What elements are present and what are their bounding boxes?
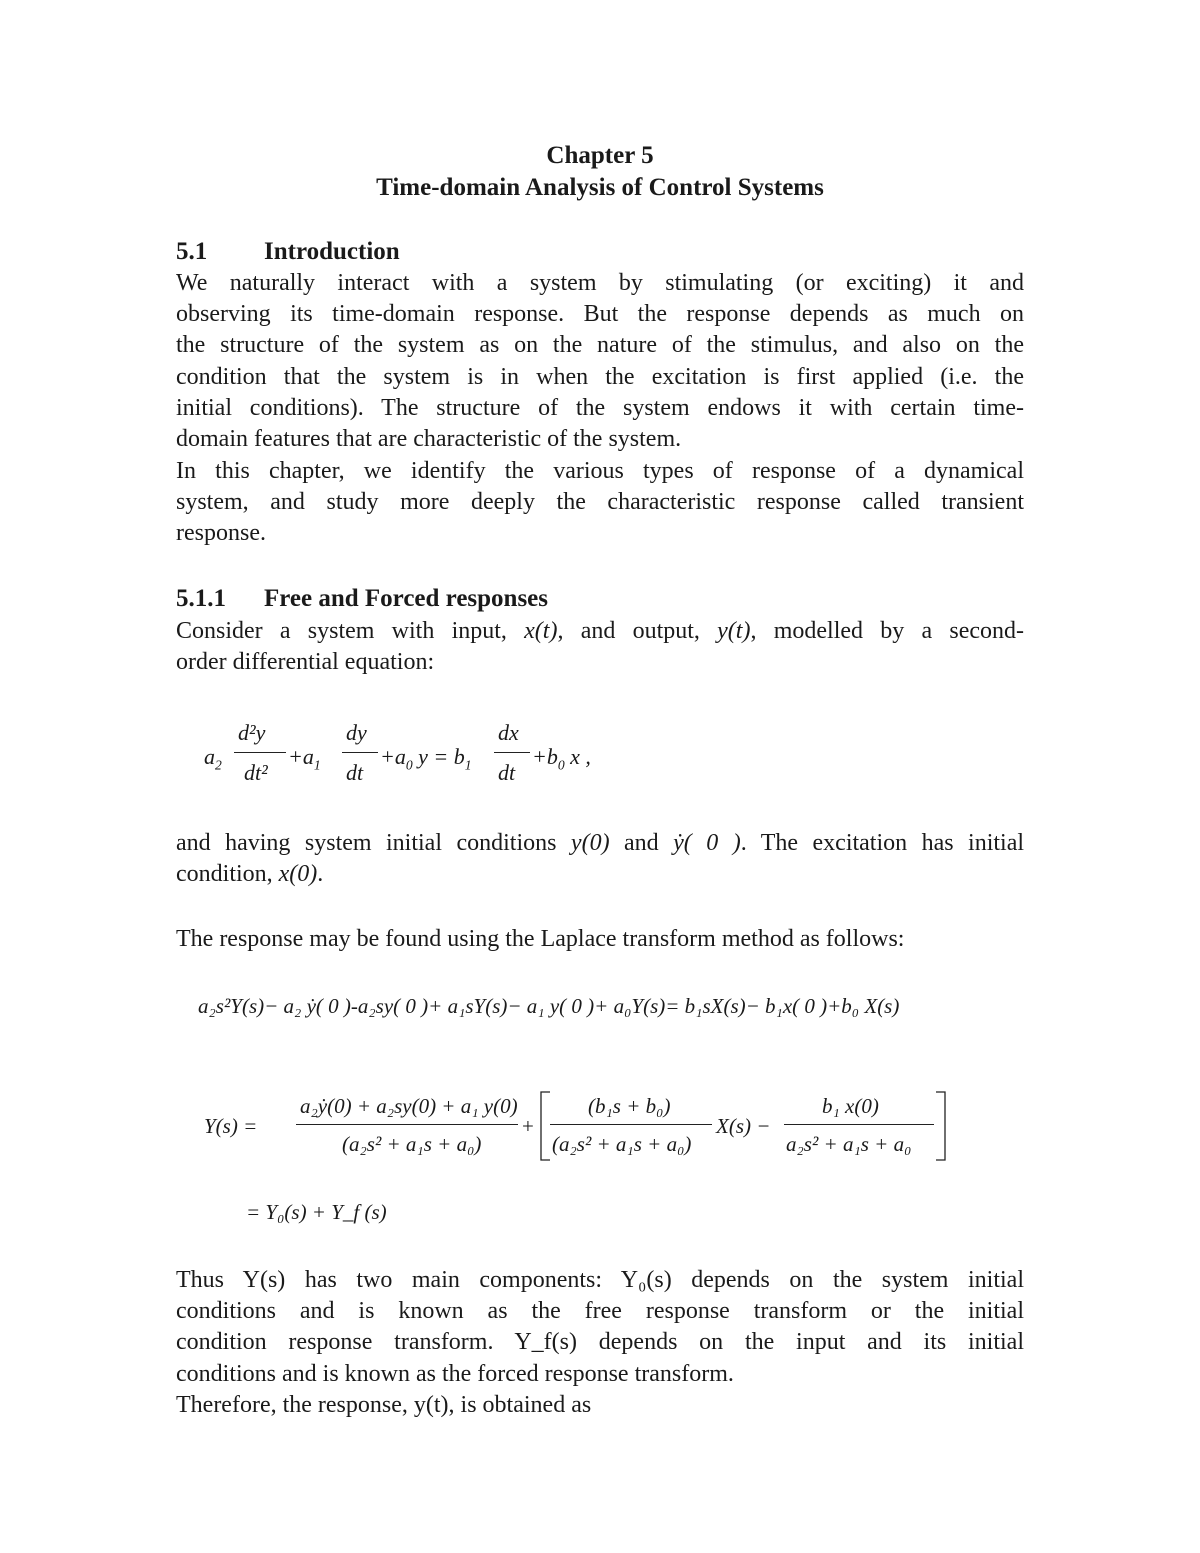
coef-a0: $+a_0$ $y = b_1$ [380, 744, 472, 773]
paragraph-line: In this chapter, we identify the various types of response of a dynamical [176, 458, 1024, 484]
paragraph-line: Thus Y(s) has two main components: Y₀(s) depends on the system initial [176, 1267, 1024, 1293]
therefore-text: Therefore, the response, y(t), is obtained as [176, 1392, 592, 1418]
section-heading-5-1-1 [176, 585, 548, 613]
frac-den: (a₂s² + a₁s + a₀) [552, 1132, 692, 1156]
coef-b0: $+b_0$ x , [532, 744, 591, 773]
text-run: and [624, 830, 659, 856]
paragraph-line: condition response transform. Y_f(s) depends on the input and its initial [176, 1329, 1024, 1356]
paragraph-line: domain features that are characteristic of the system. [176, 425, 682, 452]
fraction-bar [296, 1124, 518, 1125]
ydot0-symbol: ẏ( 0 ) [673, 830, 741, 856]
section-title: Free and Forced responses [264, 585, 549, 612]
eq-lhs: Y(s) = [204, 1114, 258, 1138]
frac-den: dt [346, 760, 364, 785]
input-symbol: x(t) [524, 618, 558, 644]
intro-paragraph-1 [176, 268, 1024, 455]
frac-den: dt² [244, 760, 268, 785]
paragraph-line [176, 616, 1024, 647]
response-transform-equation [204, 1090, 944, 1170]
text-run: , modelled by a second- [750, 618, 1024, 644]
chapter-title: Time-domain Analysis of Control Systems [376, 174, 824, 201]
initial-conditions-text [176, 828, 1024, 890]
text-run: , and output, [557, 618, 700, 644]
free-forced-intro [176, 616, 1024, 678]
frac-den: a₂s² + a₁s + a₀ [786, 1132, 912, 1156]
paragraph-line: We naturally interact with a system by stimulating (or exciting) it and [176, 270, 1024, 296]
x0-symbol: x(0) [278, 861, 318, 888]
frac-num: dx [498, 720, 519, 745]
section-number: 5.1.1 [176, 585, 226, 612]
xs-term: X(s) − [716, 1114, 771, 1138]
laplace-transformed-equation: a₂s²Y(s)− a₂ ẏ( 0 )-a₂sy( 0 )+ a₁sY(s)− a₁ y( 0 )+ a₀Y(s)= b₁sX(s)− b₁x( 0 )+b₀ X(s) [198, 994, 900, 1018]
frac-num: b₁ x(0) [822, 1094, 879, 1118]
paragraph-line [176, 859, 1024, 890]
text-run: Consider a system with input, [176, 618, 507, 644]
right-bracket [934, 1090, 948, 1162]
frac-num: d²y [238, 720, 266, 745]
section-title: Introduction [264, 238, 400, 265]
fraction-bar [784, 1124, 934, 1125]
fraction-bar [234, 752, 286, 753]
frac-den: dt [498, 760, 516, 785]
text-run: and having system initial conditions [176, 830, 557, 856]
frac-num: dy [346, 720, 367, 745]
y0-symbol: y(0) [570, 830, 610, 856]
paragraph-line: conditions and is known as the free response transform or the initial [176, 1298, 1024, 1325]
fraction-bar [494, 752, 530, 753]
response-sum-equation: = Y₀(s) + Y_f (s) [246, 1200, 387, 1224]
paragraph-line: condition that the system is in when the excitation is first applied (i.e. the [176, 363, 1024, 390]
paragraph-line: observing its time-domain response. But the response depends as much on [176, 301, 1024, 328]
left-bracket [538, 1090, 552, 1162]
intro-paragraph-2 [176, 456, 1024, 550]
paragraph-line: initial conditions). The structure of the system endows it with certain time- [176, 394, 1024, 421]
laplace-method-text: The response may be found using the Laplace transform method as follows: [176, 926, 905, 952]
plus-sign: + [522, 1114, 534, 1138]
paragraph-line [176, 828, 1024, 859]
chapter-number: Chapter 5 [546, 142, 654, 169]
section-number: 5.1 [176, 238, 208, 265]
paragraph-line: conditions and is known as the forced response transform. [176, 1360, 734, 1387]
paragraph-line: the structure of the system as on the nature of the stimulus, and also on the [176, 332, 1024, 359]
text-run: . The excitation has initial [740, 830, 1025, 856]
components-paragraph [176, 1265, 1024, 1390]
differential-equation [204, 700, 644, 785]
coef-a2: $a_2$ [204, 744, 222, 773]
coef-a1: $+a_1$ [288, 744, 321, 773]
frac-num: a₂ẏ(0) + a₂sy(0) + a₁ y(0) [300, 1094, 518, 1118]
fraction-bar [550, 1124, 712, 1125]
paragraph-line: response. [176, 520, 266, 547]
frac-den: (a₂s² + a₁s + a₀) [342, 1132, 482, 1156]
text-run: condition, [176, 861, 273, 888]
frac-num: (b₁s + b₀) [588, 1094, 671, 1118]
section-heading-5-1 [176, 238, 400, 266]
fraction-bar [342, 752, 378, 753]
text-run: . [317, 861, 324, 888]
output-symbol: y(t) [717, 618, 751, 644]
paragraph-line: order differential equation: [176, 649, 435, 676]
paragraph-line: system, and study more deeply the characteristic response called transient [176, 489, 1024, 516]
